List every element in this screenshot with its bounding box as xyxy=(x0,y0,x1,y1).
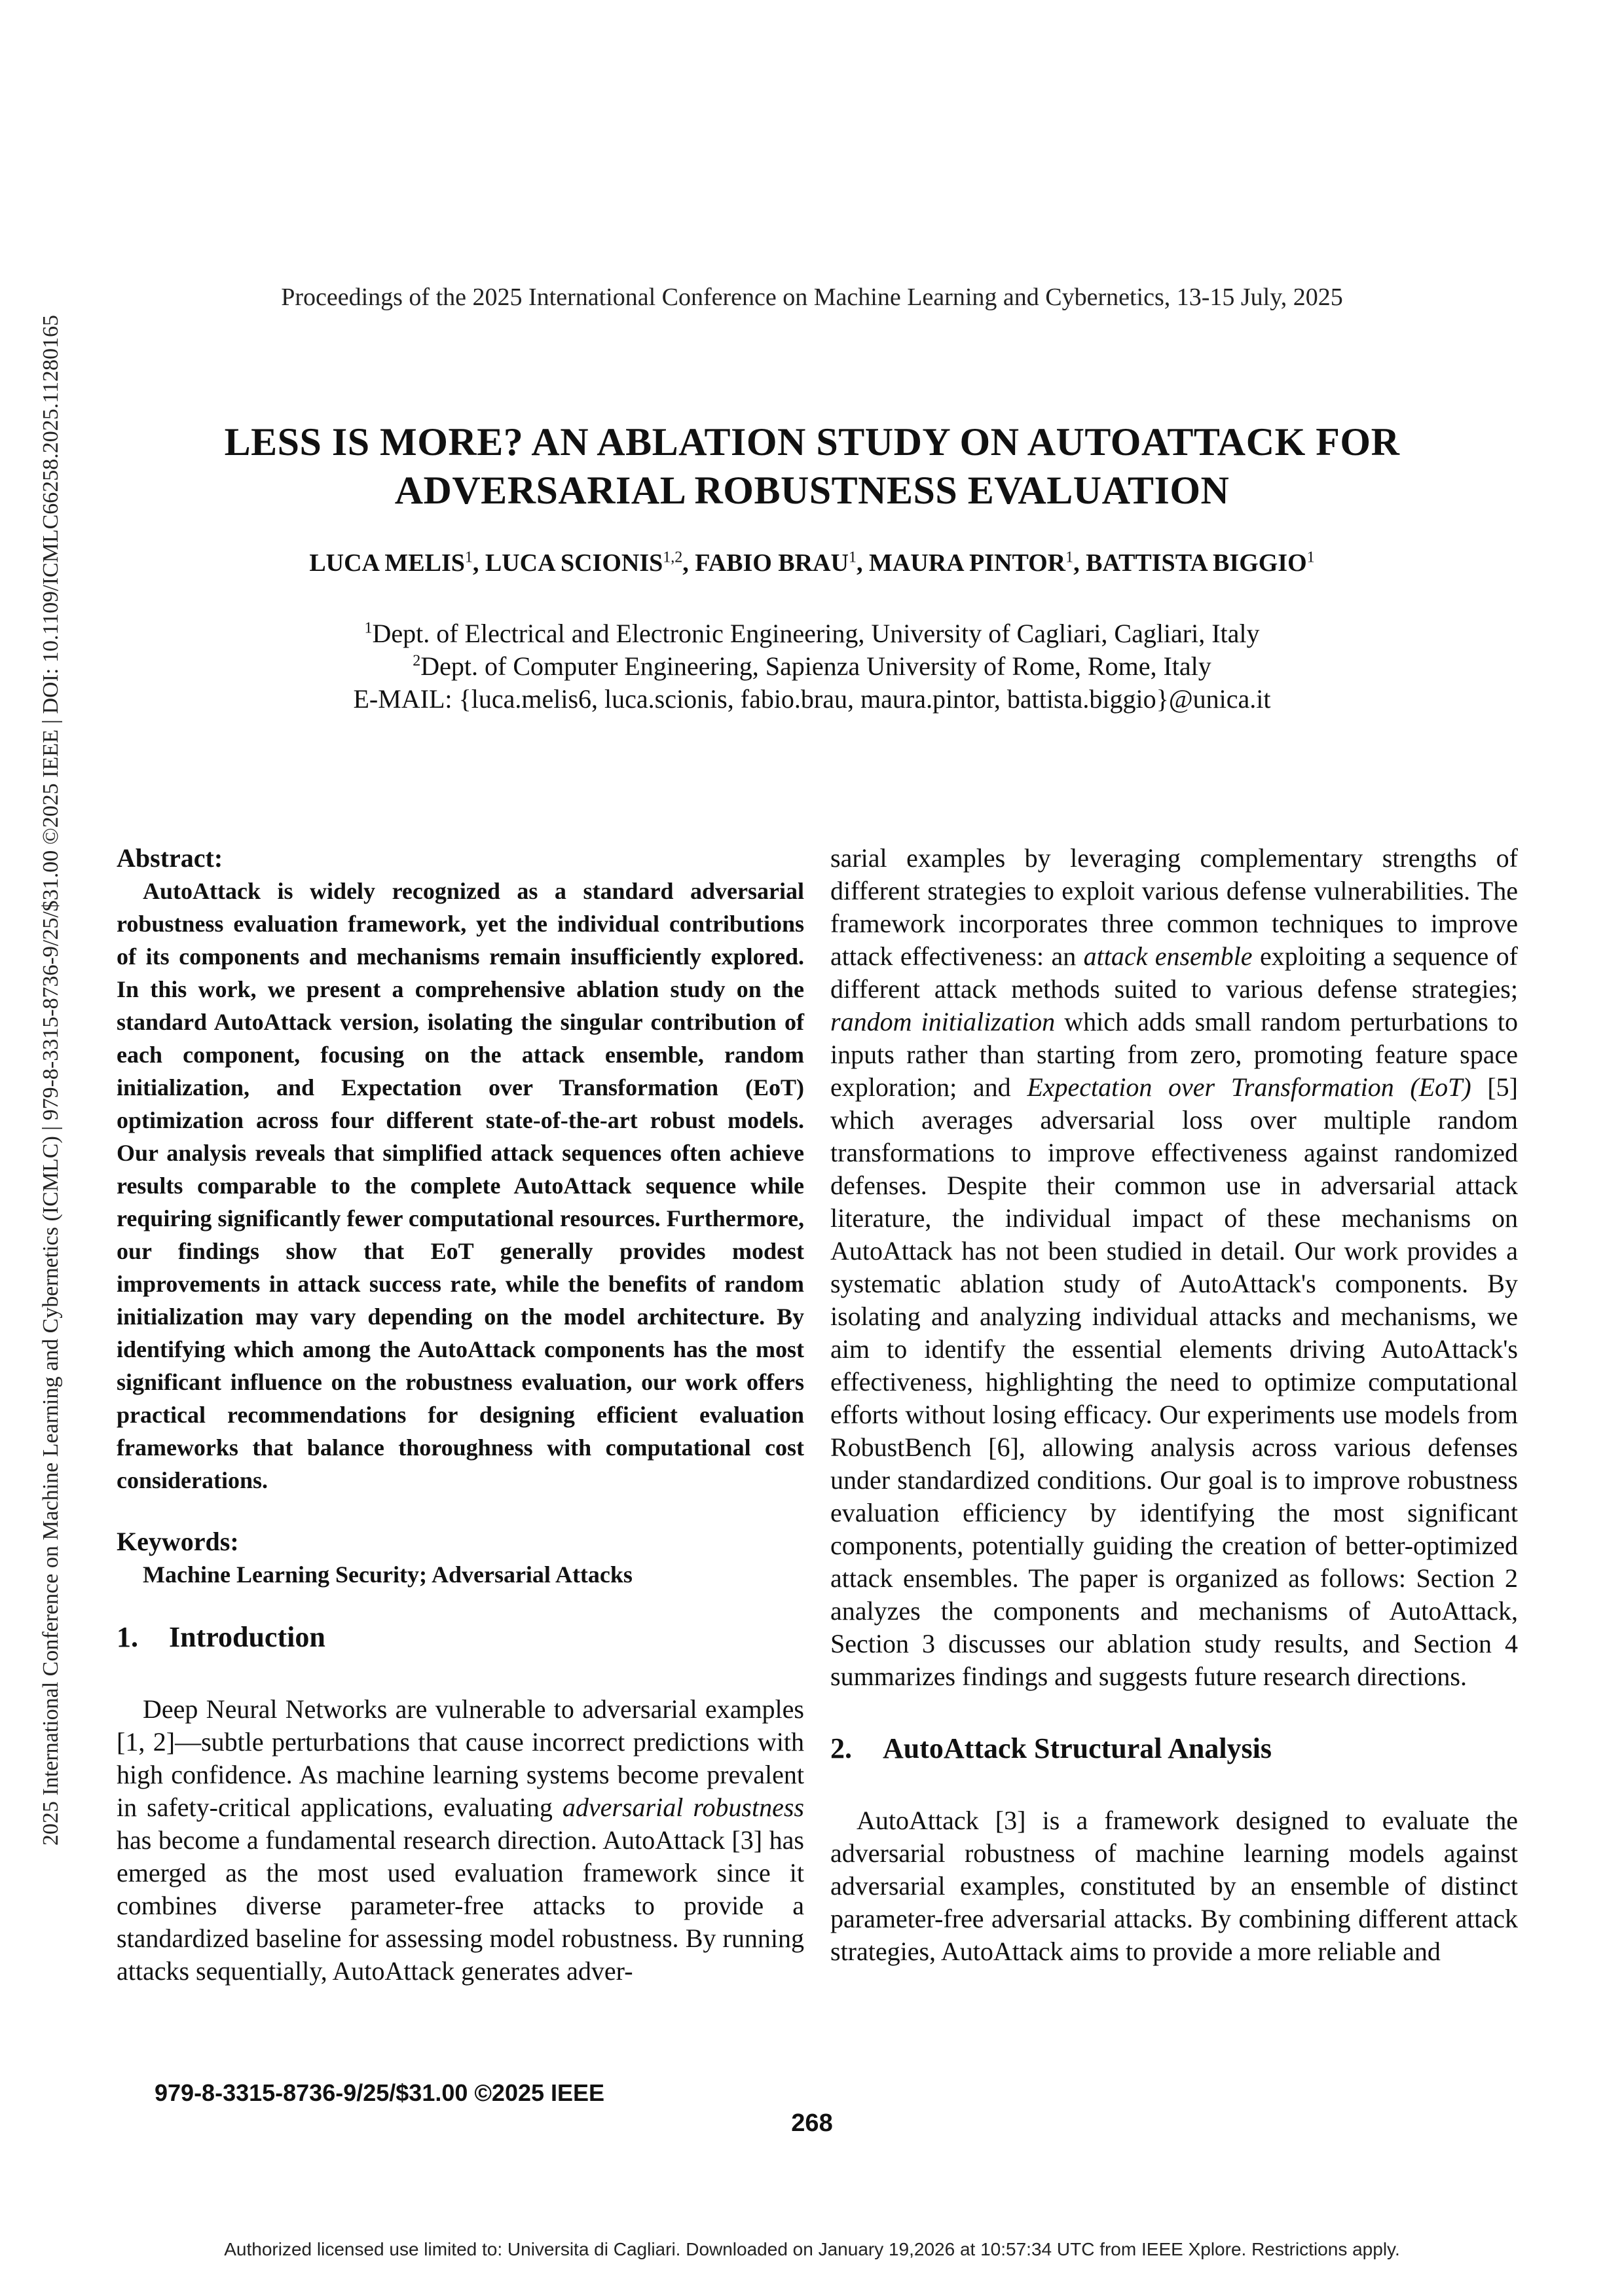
section-2-heading xyxy=(830,1732,1518,1765)
section-2-paragraph: AutoAttack [3] is a framework designed to evaluate the adversarial robustness of machine learning models against adversarial examples, constituted by an ensemble of distinct parameter-free adversarial attacks. By combining different attack strategies, AutoAttack aims to provide a more reliable and xyxy=(830,1806,1518,1966)
author-affiliation-mark: 1,2 xyxy=(663,549,683,566)
affiliation-text: Dept. of Computer Engineering, Sapienza University of Rome, Rome, Italy xyxy=(420,651,1211,681)
section-number: 1. xyxy=(117,1621,138,1653)
author-affiliation-mark: 1 xyxy=(848,549,857,566)
author-affiliation-mark: 1 xyxy=(464,549,473,566)
text-run: [5] which averages adversarial loss over multiple random transformations to improve effectiveness against randomized defenses. Despite their common use in adversarial attack literature, the individual impact of these mechanisms on AutoAttack has not been studied in detail. Our work provides a systematic ablation study of AutoAttack's components. By isolating and analyzing individual attacks and mechanisms, we aim to identify the essential elements driving AutoAttack's effectiveness, highlighting the need to optimize computational efforts without losing efficacy. Our experiments use models from RobustBench [6], allowing analysis across various defenses under standardized conditions. Our goal is to improve robustness evaluation efficiency by identifying the most significant components, potentially guiding the creation of better-optimized attack ensembles. The paper is organized as follows: Section 2 analyzes the components and mechanisms of AutoAttack, Section 3 discusses our ablation study results, and Section 4 summarizes findings and suggests future research directions. xyxy=(830,1072,1518,1691)
proceedings-header: Proceedings of the 2025 International Conference on Machine Learning and Cybernetics, 13-15 July, 2025 xyxy=(281,283,1343,311)
license-notice: Authorized licensed use limited to: Universita di Cagliari. Downloaded on January 19,2026 at 10:57:34 UTC from IEEE Xplore. Restrictions apply. xyxy=(224,2239,1400,2259)
author-list: LUCA MELIS$^1$, LUCA SCIONIS$^{1,2}$, FABIO BRAU$^1$, MAURA PINTOR$^1$, BATTISTA BIGGIO$^1$ xyxy=(309,549,1315,577)
affiliation-mark: 1 xyxy=(364,619,373,637)
author-affiliation-mark: 1 xyxy=(1065,549,1074,566)
abstract-text: AutoAttack is widely recognized as a standard adversarial robustness evaluation framework, yet the individual contributions of its components and mechanisms remain insufficiently explored. In this work, we present a comprehensive ablation study on the standard AutoAttack version, isolating the singular contribution of each component, focusing on the attack ensemble, random initialization, and Expectation over Transformation (EoT) optimization across four different state-of-the-art robust models. Our analysis reveals that simplified attack sequences often achieve results comparable to the complete AutoAttack sequence while requiring significantly fewer computational resources. Furthermore, our findings show that EoT generally provides modest improvements in attack success rate, while the benefits of random initialization may vary depending on the model architecture. By identifying which among the AutoAttack components has the most significant influence on the robustness evaluation, our work offers practical recommendations for designing efficient evaluation frameworks that balance thoroughness with computational cost considerations. xyxy=(117,878,804,1493)
contact-email: E-MAIL: {luca.melis6, luca.scionis, fabio.brau, maura.pintor, battista.biggio}@unica.it xyxy=(353,684,1271,714)
emphasis: random initialization xyxy=(830,1007,1056,1036)
text-run: exploiting a sequence of different attack methods suited to various defense strategies; xyxy=(830,941,1519,1004)
text-run: sarial examples by leveraging complementary strengths of different strategies to exploit various defense vulnerabilities. The framework incorporates three common techniques to improve attack effectiveness: an xyxy=(830,843,1518,971)
text-run: has become a fundamental research direction. AutoAttack [3] has emerged as the most used evaluation framework since it combines diverse parameter-free attacks to provide a standardized baseline for assessing model robustness. By running attacks sequentially, AutoAttack generates adver- xyxy=(117,1825,804,1986)
affiliation-2 xyxy=(0,651,1624,682)
right-column xyxy=(830,842,1518,1968)
author-name: FABIO BRAU xyxy=(695,549,849,577)
author-affiliation-mark: 1 xyxy=(1306,549,1315,566)
title-line-2: ADVERSARIAL ROBUSTNESS EVALUATION xyxy=(394,469,1230,512)
author-name: LUCA SCIONIS xyxy=(485,549,663,577)
isbn-footer: 979-8-3315-8736-9/25/$31.00 ©2025 IEEE xyxy=(155,2079,605,2106)
paper-title xyxy=(0,418,1624,515)
section-1-heading xyxy=(117,1621,804,1654)
keywords-text: Machine Learning Security; Adversarial Attacks xyxy=(143,1561,633,1588)
page-number: 268 xyxy=(791,2109,833,2137)
author-name: MAURA PINTOR xyxy=(868,549,1066,577)
section-number: 2. xyxy=(830,1732,852,1764)
intro-paragraph-start xyxy=(117,1693,804,1988)
section-title: Introduction xyxy=(169,1621,325,1653)
intro-paragraph-continued xyxy=(830,842,1518,1693)
emphasis: adversarial robustness xyxy=(562,1793,804,1822)
author-name: LUCA MELIS xyxy=(309,549,465,577)
keywords-heading: Keywords: xyxy=(117,1527,239,1556)
emphasis: Expectation over Transformation (EoT) xyxy=(1027,1072,1471,1102)
text-run: which adds small random perturbations to inputs rather than starting from zero, promoting feature space exploration; and xyxy=(830,1007,1518,1102)
affiliation-text: Dept. of Electrical and Electronic Engineering, University of Cagliari, Cagliari, Italy xyxy=(372,619,1260,648)
emphasis: attack ensemble xyxy=(1083,941,1253,971)
section-title: AutoAttack Structural Analysis xyxy=(883,1732,1272,1764)
abstract-heading: Abstract: xyxy=(117,843,223,873)
left-column xyxy=(117,842,804,1988)
doi-sidebar: 2025 International Conference on Machine Learning and Cybernetics (ICMLC) | 979-8-3315-8736-9/25/$31.00 ©2025 IEEE | DOI: 10.1109/ICMLC66258.2025.11280165 xyxy=(39,314,63,1846)
author-name: BATTISTA BIGGIO xyxy=(1086,549,1307,577)
affiliation-1 xyxy=(0,618,1624,649)
affiliation-mark: 2 xyxy=(413,652,421,670)
text-run: Deep Neural Networks are vulnerable to adversarial examples [1, 2]—subtle perturbations that cause incorrect predictions with high confidence. As machine learning systems become prevalent in safety-critical applications, evaluating xyxy=(117,1694,804,1822)
title-line-1: LESS IS MORE? AN ABLATION STUDY ON AUTOATTACK FOR xyxy=(224,420,1400,464)
